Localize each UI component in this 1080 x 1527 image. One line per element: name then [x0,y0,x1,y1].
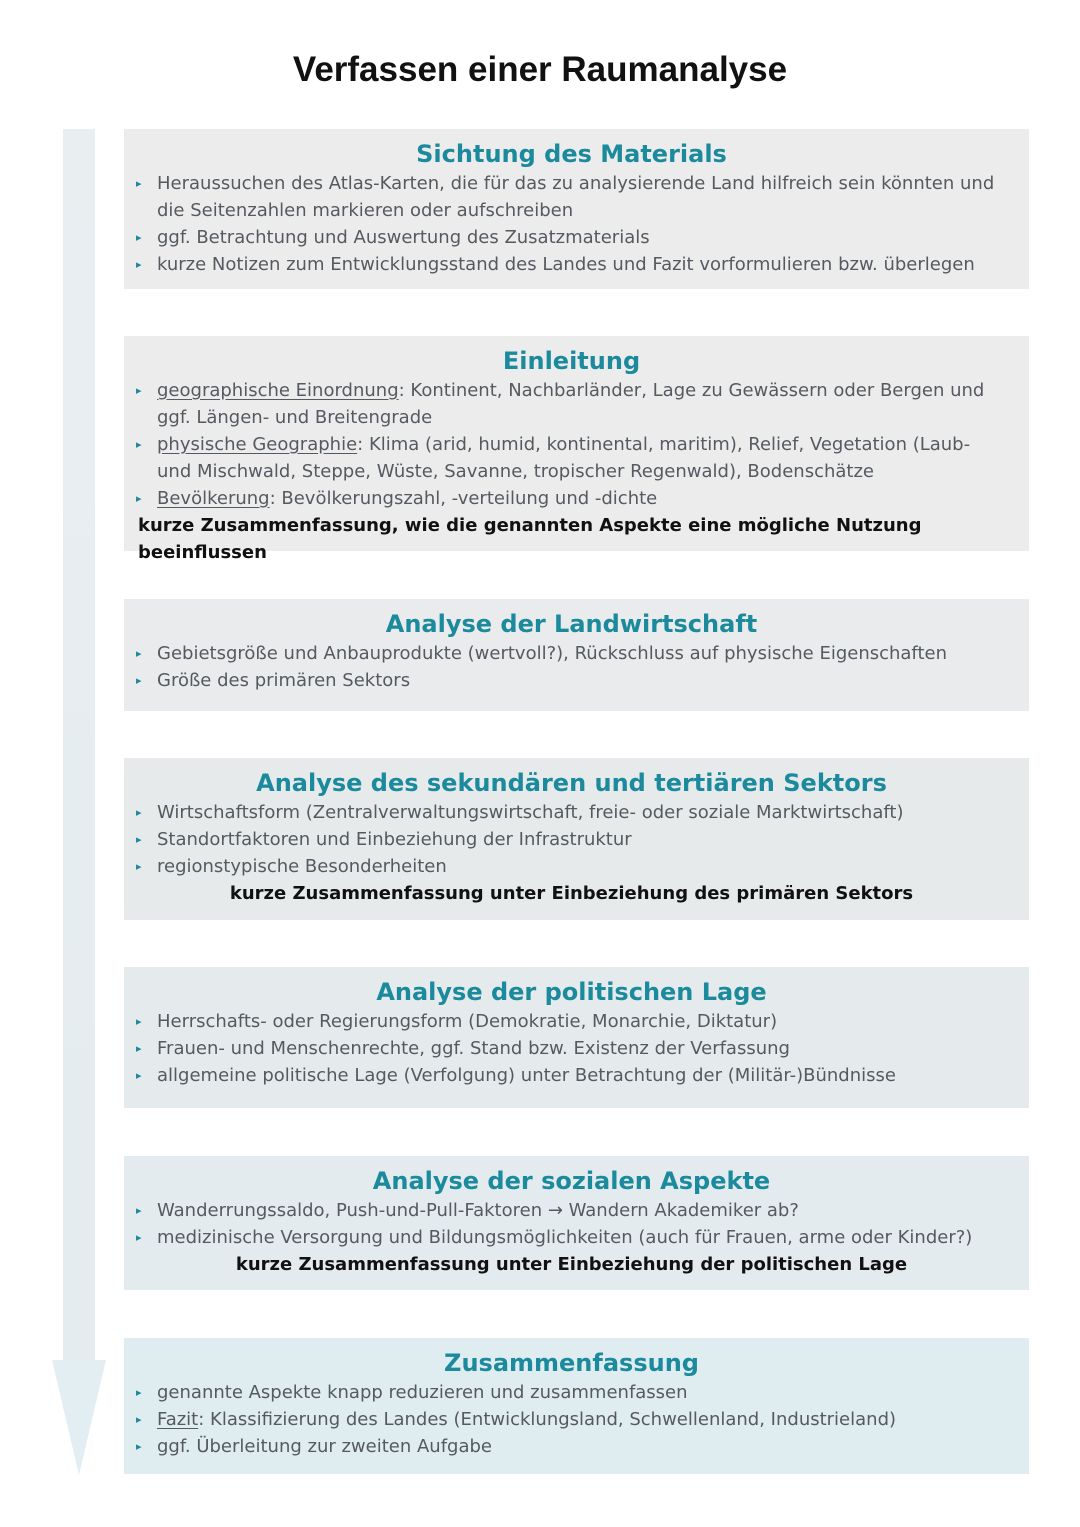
item-term: physische Geographie [157,434,358,455]
step-title: Analyse der Landwirtschaft [385,610,758,638]
bullet-icon: ▸ [136,1231,142,1244]
step-title: Einleitung [502,347,641,375]
step-title: Analyse des sekundären und tertiären Sektors [256,769,887,797]
list-item [134,1406,1009,1433]
item-text: Größe des primären Sektors [157,670,411,691]
bullet-icon: ▸ [136,231,142,244]
item-term: geographische Einordnung [157,380,399,401]
item-text: Frauen- und Menschenrechte, ggf. Stand bzw. Existenz der Verfassung [157,1038,790,1059]
bullet-icon: ▸ [136,438,142,451]
item-text: Wanderrungssaldo, Push-und-Pull-Faktoren → Wandern Akademiker ab? [157,1200,799,1221]
step-politische-lage [124,967,1029,1108]
item-term: Bevölkerung [157,488,270,509]
step-title: Analyse der politischen Lage [376,978,767,1006]
bullet-list [134,1008,1009,1089]
bullet-icon: ▸ [136,177,142,190]
bullet-icon: ▸ [136,384,142,397]
bullet-icon: ▸ [136,1042,142,1055]
item-text: kurze Notizen zum Entwicklungsstand des Landes und Fazit vorformulieren bzw. überlegen [157,254,975,275]
list-item [134,251,1009,278]
item-text: ggf. Betrachtung und Auswertung des Zusatzmaterials [157,227,650,248]
step-summary: kurze Zusammenfassung unter Einbeziehung des primären Sektors [229,883,914,904]
item-term: Fazit [157,1409,199,1430]
step-summary: kurze Zusammenfassung unter Einbeziehung der politischen Lage [235,1254,908,1275]
step-sekundaer-tertiaer [124,758,1029,920]
bullet-icon: ▸ [136,1440,142,1453]
bullet-icon: ▸ [136,1015,142,1028]
list-item [134,1379,1009,1406]
bullet-icon: ▸ [136,1386,142,1399]
list-item [134,485,1009,512]
item-text: Gebietsgröße und Anbauprodukte (wertvoll?), Rückschluss auf physische Eigenschaften [157,643,947,664]
step-landwirtschaft [124,599,1029,711]
flow-arrow-shaft [63,129,95,1361]
list-item [134,431,1009,485]
list-item [134,1008,1009,1035]
bullet-icon: ▸ [136,674,142,687]
item-text: Standortfaktoren und Einbeziehung der Infrastruktur [157,829,632,850]
list-item [134,224,1009,251]
list-item [134,853,1009,880]
bullet-list [134,1379,1009,1460]
bullet-icon: ▸ [136,860,142,873]
bullet-list [134,640,1009,694]
list-item [134,1197,1009,1224]
list-item [134,826,1009,853]
bullet-list [134,170,1009,278]
item-text: : Klima (arid, humid, kontinental, maritim), Relief, Vegetation (Laub- und Mischwald, Steppe, Wüste, Savanne, tropischer Regenwald), Bodenschätze [157,434,971,482]
step-soziale-aspekte [124,1156,1029,1290]
item-text: Heraussuchen des Atlas-Karten, die für das zu analysierende Land hilfreich sein könnten und die Seitenzahlen markieren oder aufschreiben [157,173,995,221]
list-item [134,799,1009,826]
list-item [134,1224,1009,1251]
item-text: genannte Aspekte knapp reduzieren und zusammenfassen [157,1382,688,1403]
bullet-icon: ▸ [136,492,142,505]
step-summary: kurze Zusammenfassung, wie die genannten Aspekte eine mögliche Nutzung beeinflussen [138,515,922,563]
bullet-icon: ▸ [136,1069,142,1082]
list-item [134,1035,1009,1062]
list-item [134,1062,1009,1089]
bullet-icon: ▸ [136,258,142,271]
bullet-list [134,799,1009,880]
list-item [134,667,1009,694]
step-title: Sichtung des Materials [416,140,727,168]
list-item [134,377,1009,431]
page-title: Verfassen einer Raumanalyse [292,50,788,89]
step-sichtung [124,129,1029,289]
item-text: : Bevölkerungszahl, -verteilung und -dichte [269,488,658,509]
item-text: : Klassifizierung des Landes (Entwicklungsland, Schwellenland, Industrieland) [198,1409,897,1430]
list-item [134,1433,1009,1460]
bullet-icon: ▸ [136,833,142,846]
bullet-list [134,377,1009,512]
flow-arrow-down-icon [52,1360,106,1475]
list-item [134,170,1009,224]
item-text: Wirtschaftsform (Zentralverwaltungswirtschaft, freie- oder soziale Marktwirtschaft) [157,802,904,823]
item-text: allgemeine politische Lage (Verfolgung) unter Betrachtung der (Militär-)Bündnisse [157,1065,896,1086]
step-zusammenfassung [124,1338,1029,1474]
item-text: medizinische Versorgung und Bildungsmöglichkeiten (auch für Frauen, arme oder Kinder?) [157,1227,973,1248]
item-text: : Kontinent, Nachbarländer, Lage zu Gewässern oder Bergen und ggf. Längen- und Breitengrade [157,380,985,428]
item-text: ggf. Überleitung zur zweiten Aufgabe [157,1436,492,1457]
bullet-icon: ▸ [136,647,142,660]
bullet-list [134,1197,1009,1251]
bullet-icon: ▸ [136,1413,142,1426]
step-title: Analyse der sozialen Aspekte [372,1167,771,1195]
list-item [134,640,1009,667]
item-text: Herrschafts- oder Regierungsform (Demokratie, Monarchie, Diktatur) [157,1011,778,1032]
bullet-icon: ▸ [136,806,142,819]
item-text: regionstypische Besonderheiten [157,856,447,877]
step-einleitung [124,336,1029,563]
step-title: Zusammenfassung [444,1349,699,1377]
bullet-icon: ▸ [136,1204,142,1217]
